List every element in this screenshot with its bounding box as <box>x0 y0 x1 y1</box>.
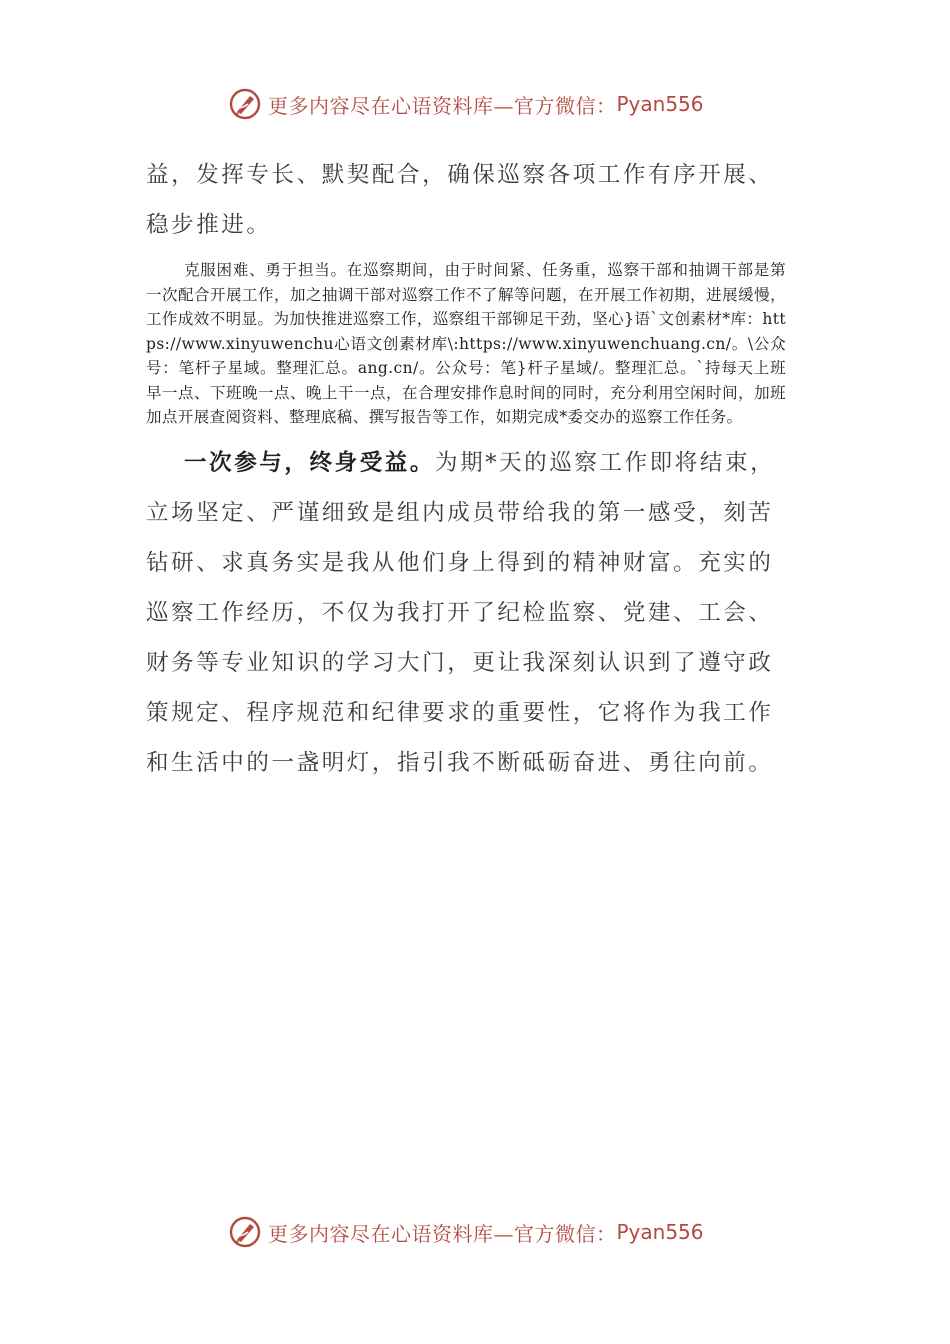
paragraph-lifelong-benefit-text: 为期*天的巡察工作即将结束，立场坚定、严谨细致是组内成员带给我的第一感受，刻苦钻研、求真务实是我从他们身上得到的精神财富。充实的巡察工作经历，不仅为我打开了纪检监察、党建、工会、财务等专业知识的学习大门，更让我深刻认识到了遵守政策规定、程序规范和纪律要求的重要性，它将作为我工作和生活中的一盏明灯，指引我不断砥砺奋进、勇往向前。 <box>146 449 776 776</box>
footer-banner <box>228 1212 704 1252</box>
header-banner <box>228 84 704 124</box>
pen-logo-icon <box>228 1215 262 1249</box>
paragraph-continuation: 益，发挥专长、默契配合，确保巡察各项工作有序开展、稳步推进。 <box>146 162 774 238</box>
header-wechat-handle: Pyan556 <box>616 92 704 116</box>
paragraph-lead-heading: 一次参与，终身受益。 <box>184 449 436 476</box>
paragraph-overcome-difficulties: 克服困难、勇于担当。在巡察期间，由于时间紧、任务重，巡察干部和抽调干部是第一次配合开展工作，加之抽调干部对巡察工作不了解等问题，在开展工作初期，进展缓慢，工作成效不明显。为加快推进巡察工作，巡察组干部铆足干劲，坚心}语`文创素材*库：https://www.xinyuwenchu心语文创素材库\:https://www.xinyuwenchuang.cn/。\公众号：笔杆子星域。整理汇总。ang.cn/。公众号：笔}杆子星域/。整理汇总。`持每天上班早一点、下班晚一点、晚上干一点，在合理安排作息时间的同时，充分利用空闲时间，加班加点开展查阅资料、整理底稿、撰写报告等工作，如期完成*委交办的巡察工作任务。 <box>146 261 786 426</box>
paragraph-lifelong-benefit <box>146 438 786 788</box>
header-banner-text: 更多内容尽在心语资料库—官方微信： <box>268 93 617 118</box>
pen-logo-icon <box>228 87 262 121</box>
footer-wechat-handle: Pyan556 <box>616 1220 704 1244</box>
document-body <box>146 150 786 788</box>
footer-banner-text: 更多内容尽在心语资料库—官方微信： <box>268 1221 617 1246</box>
